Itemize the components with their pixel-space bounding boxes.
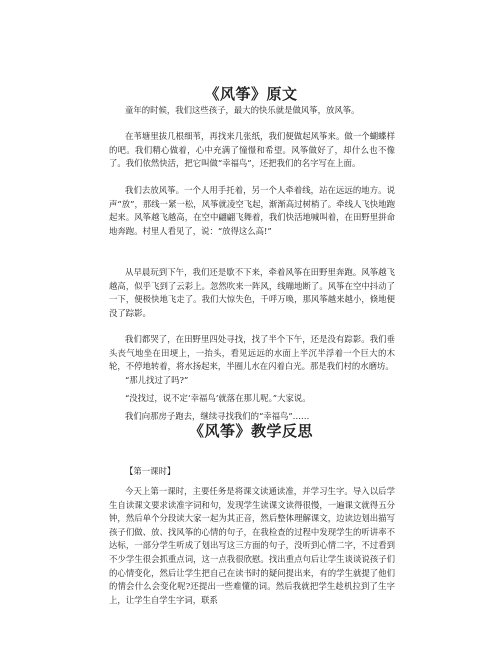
original-paragraph: 从早晨玩到下午，我们还是歇不下来，牵着风筝在田野里奔跑。风筝越飞越高，似乎飞到了云彩上。忽然吹来一阵风，线嘣地断了。风筝在空中抖动了一下，便极快地飞走了。我们大惊失色，千呼万唤，那风筝越来越小，倏地便没了踪影。 xyxy=(109,267,395,318)
original-paragraph: 在苇塘里拔几根细苇，再找来几张纸，我们便做起风筝来。做一个蝴蝶样的吧。我们精心做着，心中充满了憧憬和希望。风筝做好了，却什么也不像了。我们依然快活，把它叫做“幸福鸟”，还把我们的名字写在上面。 xyxy=(109,131,395,169)
reflection-paragraph: 今天上第一课时，主要任务是将课文读通读准，并学习生字。导入以后学生自读课文要求读准字词和句，发现学生读课文读得很慢，一遍课文就得五分钟，然后单个分段读大家一起为其正音，然后整体理解课文，边读边划出描写孩子们做、放、找风筝的心情的句子，在我检查的过程中发现学生的听讲率不达标，一部分学生听成了划出写这三方面的句子，没听到心情二字，不过看到不少学生很会抓重点词，这一点我很欣慰。找出重点句后让学生谈谈说孩子们的心情变化，然后让学生把自己在读书时的疑问提出来，有的学生就提了他们的情会什么会变化呢?还提出一些难懂的词。然后我就把学生趁机拉到了生字上，让学生自学生字词，联系 xyxy=(109,486,395,605)
original-text-title: 《风筝》原文 xyxy=(204,85,298,103)
original-paragraph: “那儿找过了吗?” xyxy=(125,375,189,385)
reflection-title: 《风筝》教学反思 xyxy=(188,422,313,440)
original-paragraph: 我们去放风筝。一个人用手托着，另一个人牵着线，站在远远的地方。说声“放”，那线一紧一松，风筝就凌空飞起，渐渐高过树梢了。牵线人飞快地跑起来。风筝越飞越高，在空中翩翩飞舞着，我们快活地喊叫着，在田野里拼命地奔跑。村里人看见了，说：“放得这么高!” xyxy=(109,185,395,236)
original-paragraph: 童年的时候，我们这些孩子，最大的快乐就是做风筝，放风筝。 xyxy=(125,105,360,115)
lesson-label: 【第一课时】 xyxy=(125,466,176,476)
original-paragraph: 我们都哭了，在田野里四处寻找，找了半个下午，还是没有踪影。我们垂头丧气地坐在田埂上，一抬头，看见远远的水面上半沉半浮着一个巨大的木轮，不停地转着，将水扬起来，半圈儿水在闪着白光。那是我们村的水磨坊。 xyxy=(109,334,395,372)
original-paragraph: “没找过，说不定‘幸福鸟’就落在那儿呢。”大家说。 xyxy=(125,393,311,403)
original-paragraph: 我们向那房子跑去，继续寻找我们的“幸福鸟”…… xyxy=(125,411,310,421)
